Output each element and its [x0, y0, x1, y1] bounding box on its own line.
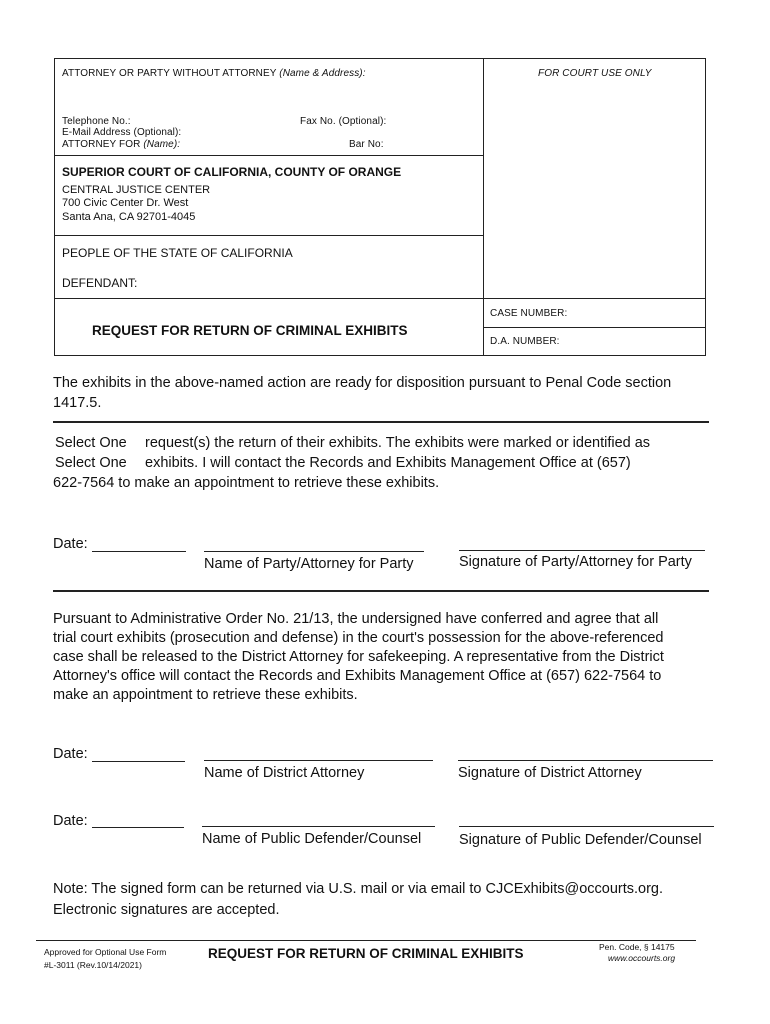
case-number-label: CASE NUMBER: [490, 308, 568, 319]
caption-divider-title [54, 298, 706, 299]
da-number-label: D.A. NUMBER: [490, 336, 560, 347]
footer-website: www.occourts.org [608, 953, 676, 963]
da-name-label: Name of District Attorney [204, 765, 365, 781]
request-name-label: Name of Party/Attorney for Party [204, 556, 414, 572]
da-date-field[interactable] [92, 761, 185, 762]
request-name-field[interactable] [204, 551, 424, 552]
caption-form-title: REQUEST FOR RETURN OF CRIMINAL EXHIBITS [92, 323, 408, 338]
footer-pen-code: Pen. Code, § 14175 [599, 942, 675, 952]
da-signature-field[interactable] [458, 760, 713, 761]
admin-line-1: Pursuant to Administrative Order No. 21/13, the undersigned have conferred and agree that all [53, 611, 659, 627]
pd-name-label: Name of Public Defender/Counsel [202, 831, 422, 847]
exhibit-type-select-dropdown[interactable]: Select One [55, 455, 127, 471]
section-divider-2 [53, 590, 709, 592]
defendant-label: DEFENDANT: [62, 276, 138, 290]
da-signature-label: Signature of District Attorney [458, 765, 642, 781]
court-name: SUPERIOR COURT OF CALIFORNIA, COUNTY OF ORANGE [62, 165, 402, 179]
footer-rule [36, 940, 696, 941]
request-line-2: exhibits. I will contact the Records and Exhibits Management Office at (657) [145, 455, 631, 471]
request-signature-field[interactable] [459, 550, 705, 551]
footer-approved: Approved for Optional Use Form [44, 947, 167, 957]
caption-divider-parties [54, 235, 484, 236]
footer-form-number: #L-3011 (Rev.10/14/2021) [44, 960, 142, 970]
footer-title: REQUEST FOR RETURN OF CRIMINAL EXHIBITS [208, 946, 524, 961]
request-date-label: Date: [53, 536, 88, 552]
request-signature-label: Signature of Party/Attorney for Party [459, 554, 692, 570]
court-use-label: FOR COURT USE ONLY [538, 68, 652, 79]
attorney-for-label: ATTORNEY FOR (Name): [62, 139, 181, 150]
pd-signature-label: Signature of Public Defender/Counsel [459, 832, 702, 848]
da-name-field[interactable] [204, 760, 433, 761]
pd-name-field[interactable] [202, 826, 435, 827]
request-line-1: request(s) the return of their exhibits. The exhibits were marked or identified as [145, 435, 651, 451]
email-label: E-Mail Address (Optional): [62, 127, 182, 138]
court-address-2: 700 Civic Center Dr. West [62, 197, 189, 209]
admin-line-5: make an appointment to retrieve these exhibits. [53, 687, 358, 703]
pd-date-label: Date: [53, 813, 88, 829]
request-line-3: 622-7564 to make an appointment to retrieve these exhibits. [53, 475, 440, 491]
caption-divider-court [54, 155, 484, 156]
bar-no-label: Bar No: [349, 139, 384, 150]
admin-line-4: Attorney's office will contact the Records and Exhibits Management Office at (657) 622-7564 to [53, 668, 662, 684]
telephone-label: Telephone No.: [62, 116, 131, 127]
court-address-3: Santa Ana, CA 92701-4045 [62, 211, 196, 223]
intro-line-2: 1417.5. [53, 395, 102, 411]
note-line-1: Note: The signed form can be returned via U.S. mail or via email to CJCExhibits@occourts.org. [53, 881, 664, 897]
admin-line-3: case shall be released to the District Attorney for safekeeping. A representative from the District [53, 649, 664, 665]
court-address-1: CENTRAL JUSTICE CENTER [62, 184, 211, 196]
pd-signature-field[interactable] [459, 826, 714, 827]
admin-line-2: trial court exhibits (prosecution and defense) in the court's possession for the above-referenced [53, 630, 664, 646]
da-date-label: Date: [53, 746, 88, 762]
intro-line-1: The exhibits in the above-named action are ready for disposition pursuant to Penal Code section [53, 375, 672, 391]
people-label: PEOPLE OF THE STATE OF CALIFORNIA [62, 246, 293, 260]
pd-date-field[interactable] [92, 827, 184, 828]
section-divider-1 [53, 421, 709, 423]
request-date-field[interactable] [92, 551, 186, 552]
note-line-2: Electronic signatures are accepted. [53, 902, 280, 918]
caption-divider-vertical [483, 58, 484, 356]
attorney-label: ATTORNEY OR PARTY WITHOUT ATTORNEY (Name & Address): [62, 68, 366, 79]
caption-divider-case [483, 327, 706, 328]
party-select-dropdown[interactable]: Select One [55, 435, 127, 451]
fax-label: Fax No. (Optional): [300, 116, 387, 127]
